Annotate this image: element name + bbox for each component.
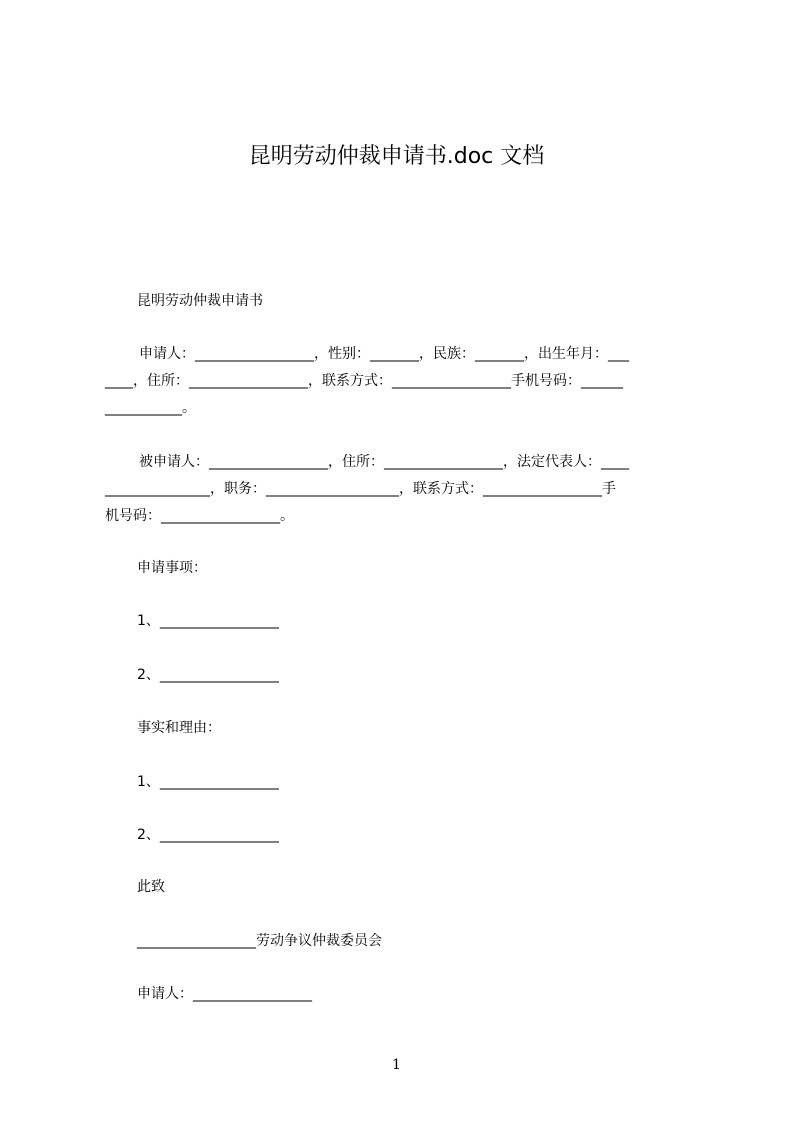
facts-label: 事实和理由：: [137, 720, 221, 736]
fact-item-1: 1、_________________: [137, 774, 279, 790]
document-title: 昆明劳动仲裁申请书.doc 文档: [248, 144, 545, 169]
claims-label: 申请事项：: [137, 560, 207, 576]
page-number: 1: [392, 1057, 401, 1073]
closing-text: 此致: [137, 879, 165, 895]
signature-line: 申请人：_________________: [137, 986, 312, 1002]
committee-line: _________________劳动争议仲裁委员会: [137, 933, 382, 949]
applicant-line-3: ___________。: [105, 400, 196, 416]
applicant-line-1: 申请人：_________________，性别：_______，民族：_______，出生年月：___: [139, 346, 629, 362]
document-heading: 昆明劳动仲裁申请书: [137, 293, 263, 309]
respondent-line-1: 被申请人：_________________，住所：_________________，法定代表人：____: [139, 454, 629, 470]
claim-item-1: 1、_________________: [137, 613, 279, 629]
applicant-line-2: ____，住所：_________________，联系方式：_________________手机号码：______: [105, 373, 623, 389]
respondent-line-2: _______________，职务：___________________，联系方式：_________________手: [105, 481, 616, 497]
fact-item-2: 2、_________________: [137, 827, 279, 843]
claim-item-2: 2、_________________: [137, 667, 279, 683]
respondent-line-3: 机号码：_________________。: [105, 508, 294, 524]
